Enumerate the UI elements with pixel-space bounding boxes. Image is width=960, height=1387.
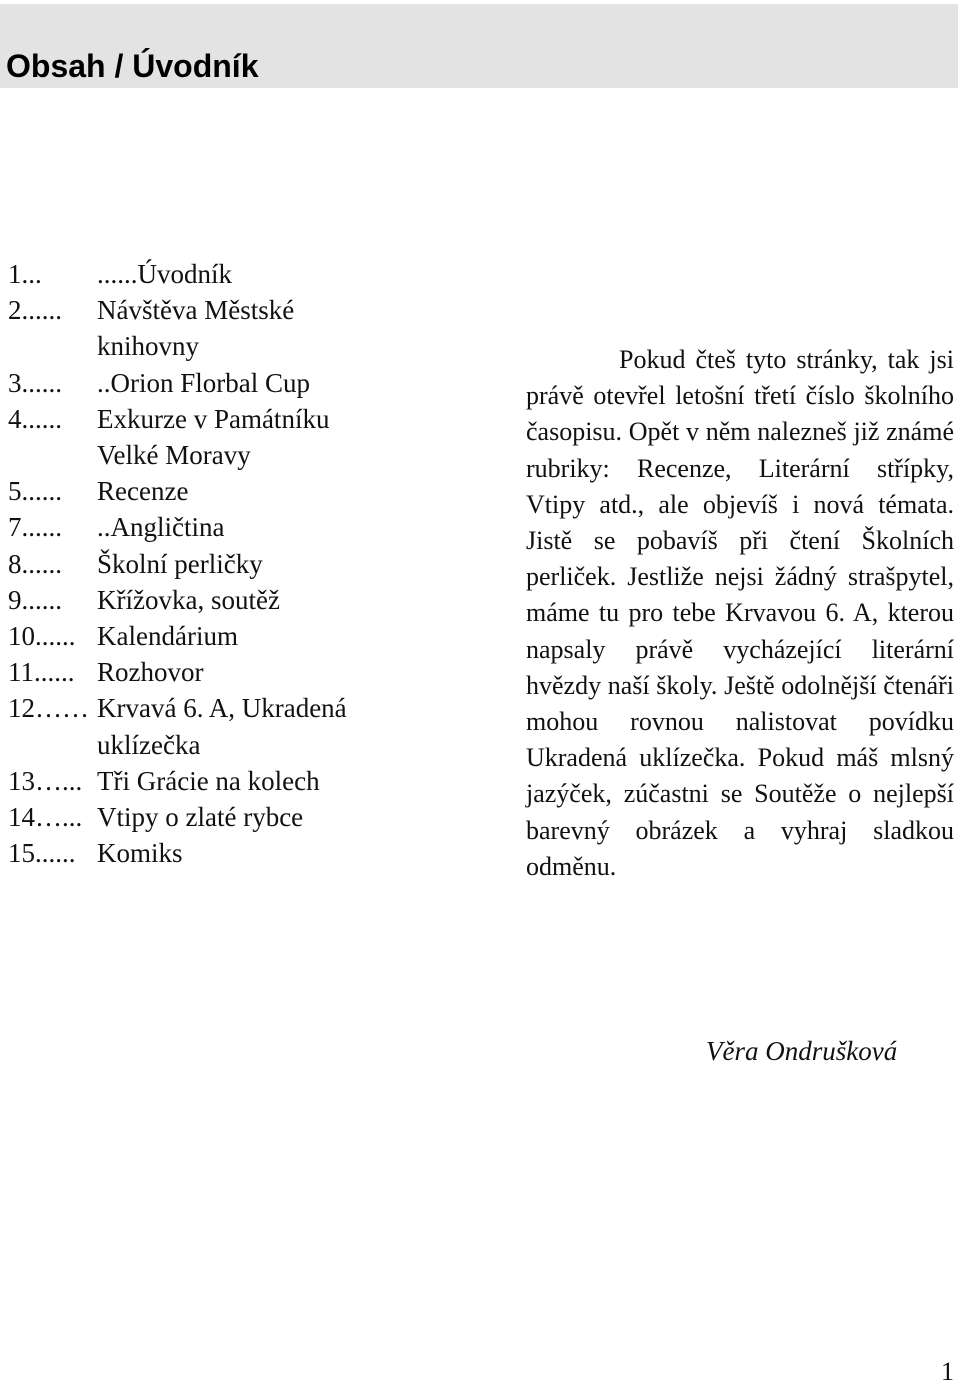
toc-item-number: 12…… <box>8 693 89 724</box>
toc-item <box>8 763 408 799</box>
toc-item-number: 15...... <box>8 838 76 869</box>
toc-item-title: Kalendárium <box>97 621 238 652</box>
toc-item-title: Křížovka, soutěž <box>97 584 280 615</box>
toc-item-title: Tři Grácie na kolech <box>97 765 320 796</box>
toc-item-title: Krvavá 6. A, Ukradená uklízečka <box>97 693 347 760</box>
toc-item <box>8 509 408 545</box>
toc-item-number: 11...... <box>8 657 75 688</box>
author-signature: Věra Ondrušková <box>706 1036 898 1066</box>
toc-item-title: ..Orion Florbal Cup <box>97 367 310 398</box>
toc-item-number: 14…... <box>8 802 83 833</box>
toc-item-number: 5...... <box>8 476 62 507</box>
toc-item <box>8 690 408 762</box>
toc-item <box>8 546 408 582</box>
toc-item <box>8 654 408 690</box>
toc-item-title: Komiks <box>97 838 183 869</box>
toc-item-title: ..Angličtina <box>97 512 225 543</box>
toc-item <box>8 401 408 473</box>
toc-item <box>8 292 408 364</box>
toc-item-number: 2...... <box>8 295 62 326</box>
toc-item-number: 4...... <box>8 403 62 434</box>
toc-item-number: 8...... <box>8 548 62 579</box>
toc-item-title: Rozhovor <box>97 657 204 688</box>
toc-item <box>8 256 408 292</box>
toc-item-title: Školní perličky <box>97 548 263 579</box>
toc-item-title: Exkurze v Památníku Velké Moravy <box>97 403 330 471</box>
toc-item <box>8 618 408 654</box>
toc-item <box>8 582 408 618</box>
toc-item-number: 7...... <box>8 512 62 543</box>
toc-item-title: Návštěva Městské knihovny <box>97 295 295 362</box>
toc-item <box>8 835 408 871</box>
editorial-text: Pokud čteš tyto stránky, tak jsi právě otevřel letošní třetí číslo školního časopisu. Opět v něm nalezneš již známé rubriky: Recenze, Literární střípky, Vtipy atd., ale objevíš i nová témata. Jistě se pobavíš při čtení Školních perliček. Jestliže nejsi žádný strašpytel, máme tu pro tebe Krvavou 6. A, kterou napsaly právě vycházející literární hvězdy naší školy. Ještě odolnější čtenáři mohou rovnou nalistovat povídku Ukradená uklízečka. Pokud máš mlsný jazýček, zúčastni se Soutěže o nejlepší barevný obrázek a vyhraj sladkou odměnu. <box>526 345 954 881</box>
toc-item-number: 13…... <box>8 765 83 796</box>
table-of-contents <box>8 256 408 871</box>
toc-item <box>8 799 408 835</box>
toc-item-number: 10...... <box>8 621 76 652</box>
toc-item-title: ......Úvodník <box>97 259 232 289</box>
toc-item-title: Vtipy o zlaté rybce <box>97 802 304 833</box>
page-number: 1 <box>941 1357 954 1386</box>
toc-item-number: 1... <box>8 259 42 289</box>
toc-item-number: 3...... <box>8 367 62 398</box>
toc-item <box>8 473 408 509</box>
toc-item-number: 9...... <box>8 584 62 615</box>
toc-item <box>8 365 408 401</box>
toc-item-title: Recenze <box>97 476 189 507</box>
page-title: Obsah / Úvodník <box>6 48 259 84</box>
